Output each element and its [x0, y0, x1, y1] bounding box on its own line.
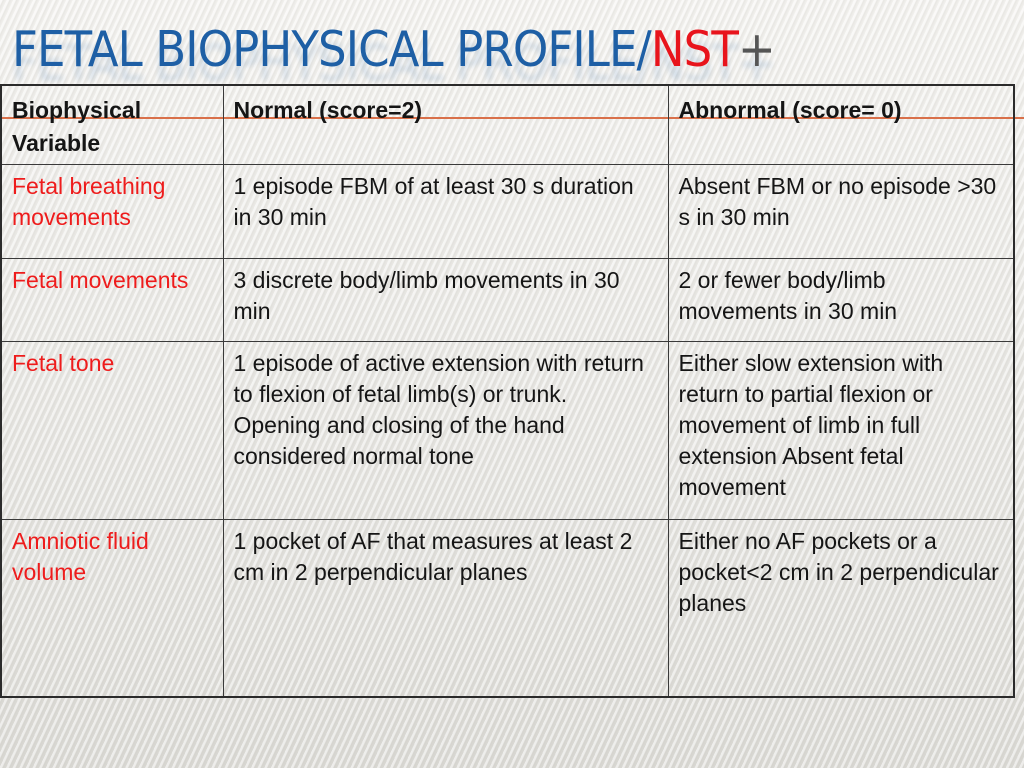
table-row [1, 165, 1014, 259]
title-main: FETAL BIOPHYSICAL PROFILE [12, 21, 637, 78]
header-normal: Normal (score=2) [223, 85, 668, 165]
cell-abnormal: 2 or fewer body/limb movements in 30 min [668, 259, 1014, 342]
table-header-row [1, 85, 1014, 165]
cell-normal: 1 episode of active extension with return to flexion of fetal limb(s) or trunk. Opening and closing of the hand considered normal tone [223, 342, 668, 520]
header-abnormal: Abnormal (score= 0) [668, 85, 1014, 165]
header-variable: Biophysical Variable [1, 85, 223, 165]
slide-title-container [12, 20, 841, 80]
cell-abnormal: Either no AF pockets or a pocket<2 cm in 2 perpendicular planes [668, 520, 1014, 697]
table-row [1, 342, 1014, 520]
cell-normal: 1 pocket of AF that measures at least 2 cm in 2 perpendicular planes [223, 520, 668, 697]
cell-variable: Amniotic fluid volume [1, 520, 223, 697]
slide-title [12, 20, 775, 80]
cell-variable: Fetal tone [1, 342, 223, 520]
table-row [1, 259, 1014, 342]
cell-abnormal: Either slow extension with return to partial flexion or movement of limb in full extension Absent fetal movement [668, 342, 1014, 520]
cell-variable: Fetal breathing movements [1, 165, 223, 259]
title-highlight: NST [650, 21, 738, 78]
cell-variable: Fetal movements [1, 259, 223, 342]
cell-normal: 1 episode FBM of at least 30 s duration in 30 min [223, 165, 668, 259]
title-plus: + [737, 21, 775, 78]
title-slash: / [636, 21, 651, 78]
biophysical-profile-table [0, 84, 1015, 698]
table-row [1, 520, 1014, 697]
cell-normal: 3 discrete body/limb movements in 30 min [223, 259, 668, 342]
cell-abnormal: Absent FBM or no episode >30 s in 30 min [668, 165, 1014, 259]
